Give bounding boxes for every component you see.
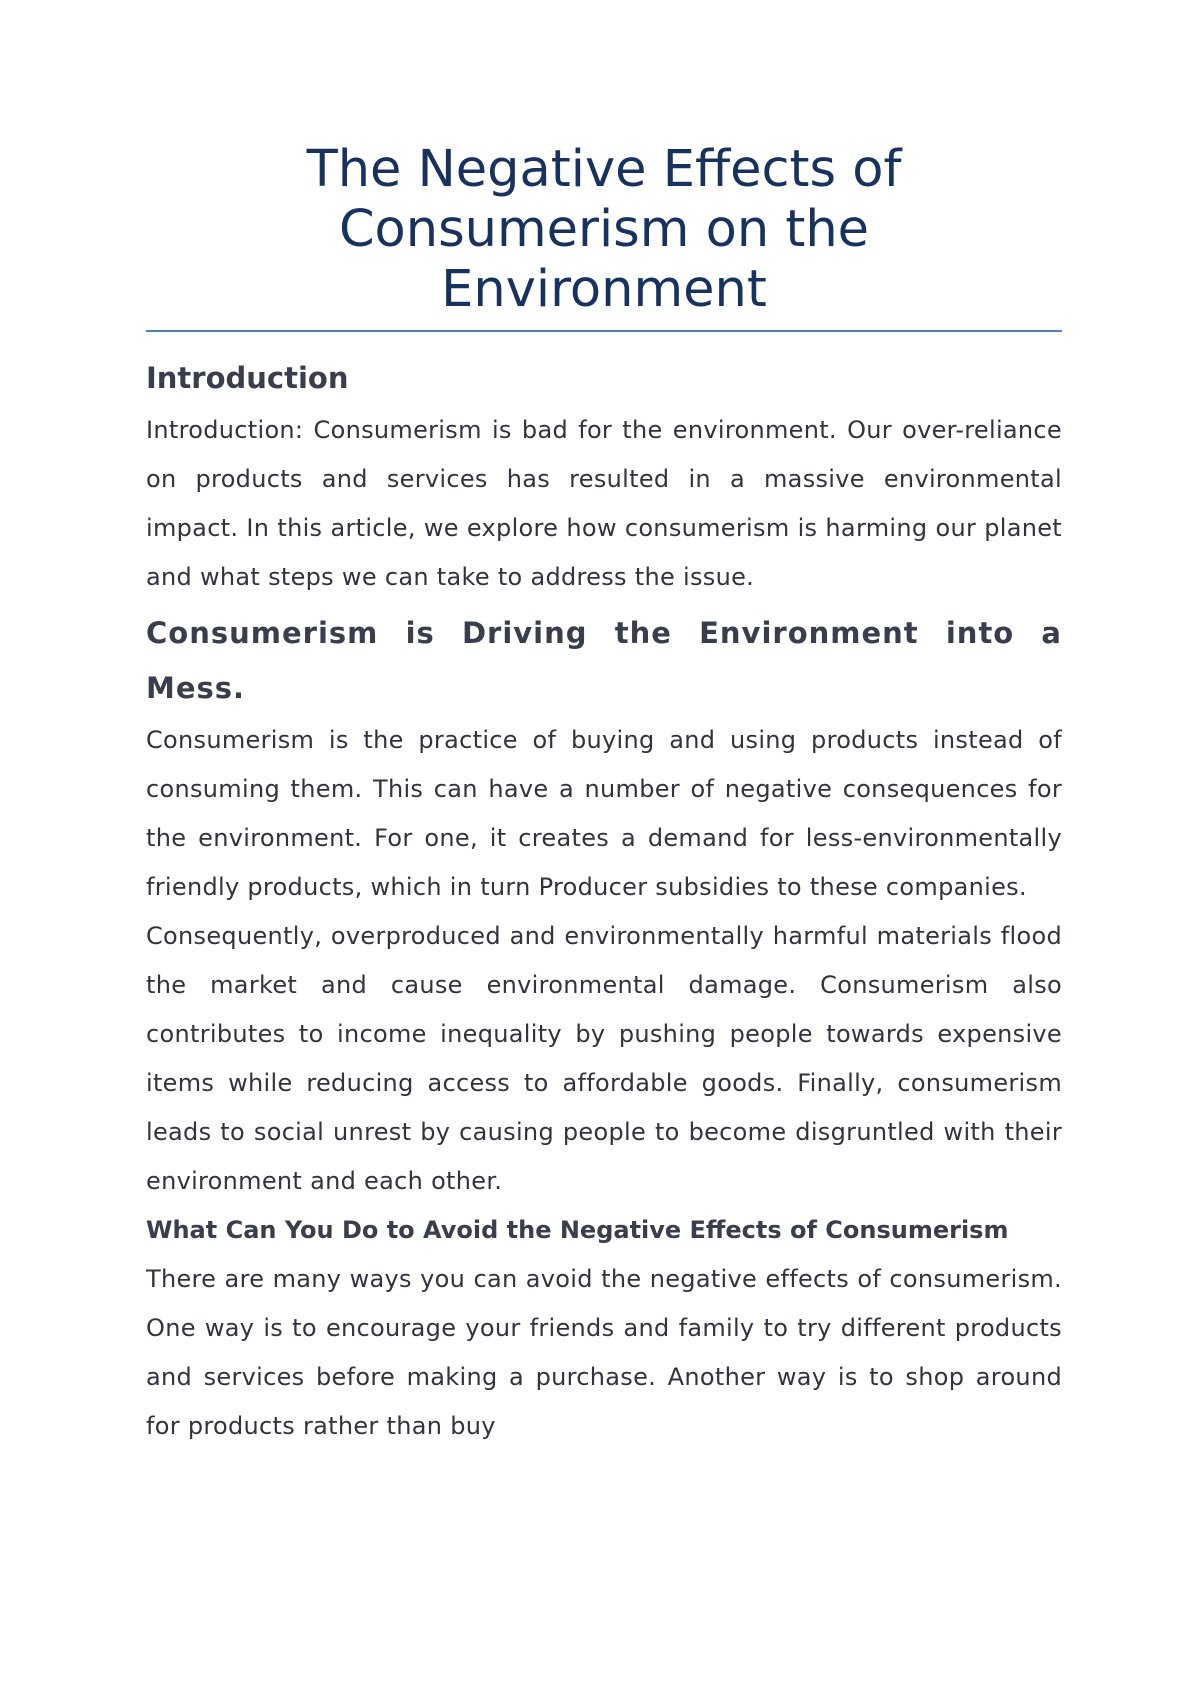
- paragraph: There are many ways you can avoid the negative effects of consumerism. One way is to encourage your friends and family to try different products and services before making a purchase. Another way is to shop around for products rather than buy: [146, 1265, 1062, 1440]
- section-heading-introduction: Introduction: [146, 361, 349, 395]
- section-heading-driving-environment: Consumerism is Driving the Environment into a Mess.: [146, 616, 1062, 705]
- paragraph: Consequently, overproduced and environmentally harmful materials flood the market and cause environmental damage. Consumerism also contributes to income inequality by pushing people towards expensive items while reducing access to affordable goods. Finally, consumerism leads to social unrest by causing people to become disgruntled with their environment and each other.: [146, 922, 1062, 1195]
- section-heading-what-can-you-do: What Can You Do to Avoid the Negative Effects of Consumerism: [146, 1216, 1009, 1244]
- document-page: [146, 140, 1062, 1451]
- document-title: The Negative Effects of Consumerism on the Environment: [306, 140, 902, 319]
- title-divider: [146, 330, 1062, 332]
- paragraph: Introduction: Consumerism is bad for the environment. Our over-reliance on products and services has resulted in a massive environmental impact. In this article, we explore how consumerism is harming our planet and what steps we can take to address the issue.: [146, 416, 1062, 591]
- paragraph: Consumerism is the practice of buying and using products instead of consuming them. This can have a number of negative consequences for the environment. For one, it creates a demand for less-environmentally friendly products, which in turn Producer subsidies to these companies.: [146, 726, 1062, 901]
